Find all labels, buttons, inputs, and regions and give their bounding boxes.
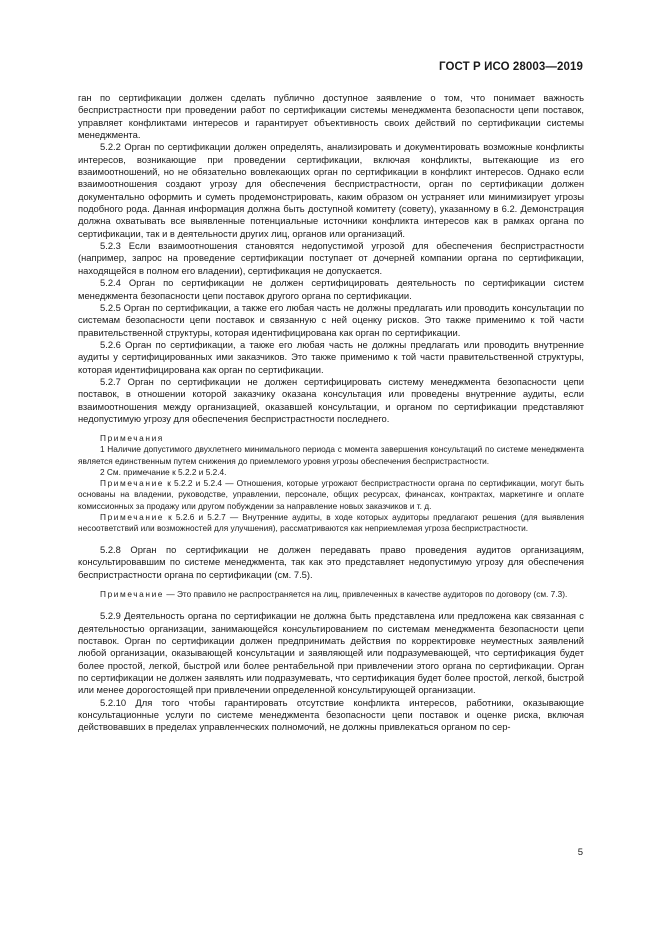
clause-5-2-9: 5.2.9 Деятельность органа по сертификации не должна быть представлена или предложена как связанная с деятельностью организации, занимающейся консультированием по системам менеджмента безопасности цепи поставок. Орган по сертификации должен предпринимать действия по корректировке неуместных заявлений любой организации, оказывающей консультации и заявляющей или подразумевающей, что сертификация будет более простой, легкой, быстрой или более рентабельной при привлечении этого органа по сертификации. Орган по сертификации не должен заявлять или подразумевать, что сертификация будет более простой, легкой, быстрой или менее дорогостоящей при привлечении определенной консультирующей организации. [78, 610, 584, 696]
clause-5-2-2: 5.2.2 Орган по сертификации должен определять, анализировать и документировать возможные конфликты интересов, возникающие при проведении сертификации, включая конфликты, вытекающие из его взаимоотношений, но не обязательно вовлекающих орган по сертификации в конфликт интересов. Однако если взаимоотношения создают угрозу для обеспечения беспристрастности, орган по сертификации должен документально оформить и суметь продемонстрировать, каким образом он устраняет или минимизирует угрозы подобного рода. Данная информация должна быть доступной комитету (совету), указанному в 6.2. Демонстрация должна охватывать все выявленные потенциальные источники конфликта интересов как в рамках органа по сертификации, так и в деятельности других лиц, органов или организаций. [78, 141, 584, 239]
note-1: 1 Наличие допустимого двухлетнего минимального периода с момента завершения консультаций по системе менеджмента является единственным путем снижения до приемлемого уровня угрозы обеспечения беспристрастности. [78, 444, 584, 466]
note-text: к 5.2.2 и 5.2.4 — Отношения, которые угрожают беспристрастности органа по сертификации, могут быть основаны на владении, руководстве, управлении, персонале, общих ресурсах, финансах, контрактах, маркетинге и оплате комиссионных за продажу или другом побуждении за направление новых заказчиков и т. д. [78, 478, 584, 511]
note-label: Примечание [100, 589, 165, 600]
notes-heading: Примечания [100, 433, 164, 444]
page-number: 5 [577, 847, 583, 858]
paragraph-continuation: ган по сертификации должен сделать публично доступное заявление о том, что понимает важность беспристрастности при проведении работ по сертификации системы менеджмента безопасности цепи поставок, управляет конфликтами интересов и гарантирует объективность своих действий по сертификации системы менеджмента. [78, 92, 584, 141]
note-label: Примечание [100, 478, 165, 489]
note-to-5-2-6-5-2-7 [78, 512, 584, 534]
note-to-5-2-2-5-2-4 [78, 478, 584, 512]
clause-5-2-5: 5.2.5 Орган по сертификации, а также его любая часть не должны предлагать или проводить консультации по системам безопасности цепи поставок и связанную с ней оценку рисков. Это также применимо к той части правительственной структуры, которая идентифицирована как орган по сертификации. [78, 301, 584, 338]
note-text: к 5.2.6 и 5.2.7 — Внутренние аудиты, в ходе которых аудиторы предлагают решения (для выявления несоответствий или возможностей для улучшения), рассматриваются как неприемлемая угроза беспристрастности. [78, 511, 584, 533]
document-body [78, 92, 584, 734]
clause-5-2-8: 5.2.8 Орган по сертификации не должен передавать право проведения аудитов организациям, консультировавшим по системе менеджмента, так как это представляет недопустимую угрозу для обеспечения беспристрастности органа по сертификации (см. 7.5). [78, 544, 584, 580]
clause-5-2-4: 5.2.4 Орган по сертификации не должен сертифицировать деятельность по сертификации систем менеджмента безопасности цепи поставок другого органа по сертификации. [78, 277, 584, 301]
clause-5-2-6: 5.2.6 Орган по сертификации, а также его любая часть не должны предлагать или проводить внутренние аудиты у сертифицированных ими заказчиков. Это также применимо к той части правительственной структуры, которая идентифицирована как орган по сертификации. [78, 338, 584, 375]
clause-5-2-7: 5.2.7 Орган по сертификации не должен сертифицировать систему менеджмента безопасности цепи поставок, в отношении которой заказчику оказана консультация или проведены внутренние аудиты, если взаимоотношения между организацией, оказавшей консультации, и органом по сертификации представляют недопустимую угрозу для обеспечения беспристрастности последнего. [78, 375, 584, 424]
note-label: Примечание [100, 511, 165, 522]
clause-5-2-10: 5.2.10 Для того чтобы гарантировать отсутствие конфликта интересов, работники, оказывающие консультационные услуги по системе менеджмента безопасности цепи поставок и оценке риска, включая действовавших в пределах управленческих полномочий, не должны привлекаться органом по сер- [78, 696, 584, 733]
standard-designation: ГОСТ Р ИСО 28003—2019 [438, 61, 583, 73]
note-to-5-2-8 [78, 589, 584, 600]
clause-5-2-3: 5.2.3 Если взаимоотношения становятся недопустимой угрозой для обеспечения беспристрастности (например, запрос на проведение сертификации поступает от дочерней компании органа по сертификации, находящейся в полном его владении), сертификация не допускается. [78, 240, 584, 276]
note-2: 2 См. примечание к 5.2.2 и 5.2.4. [100, 466, 227, 477]
note-text: — Это правило не распространяется на лиц, привлеченных в качестве аудиторов по договору (см. 7.3). [166, 589, 568, 600]
